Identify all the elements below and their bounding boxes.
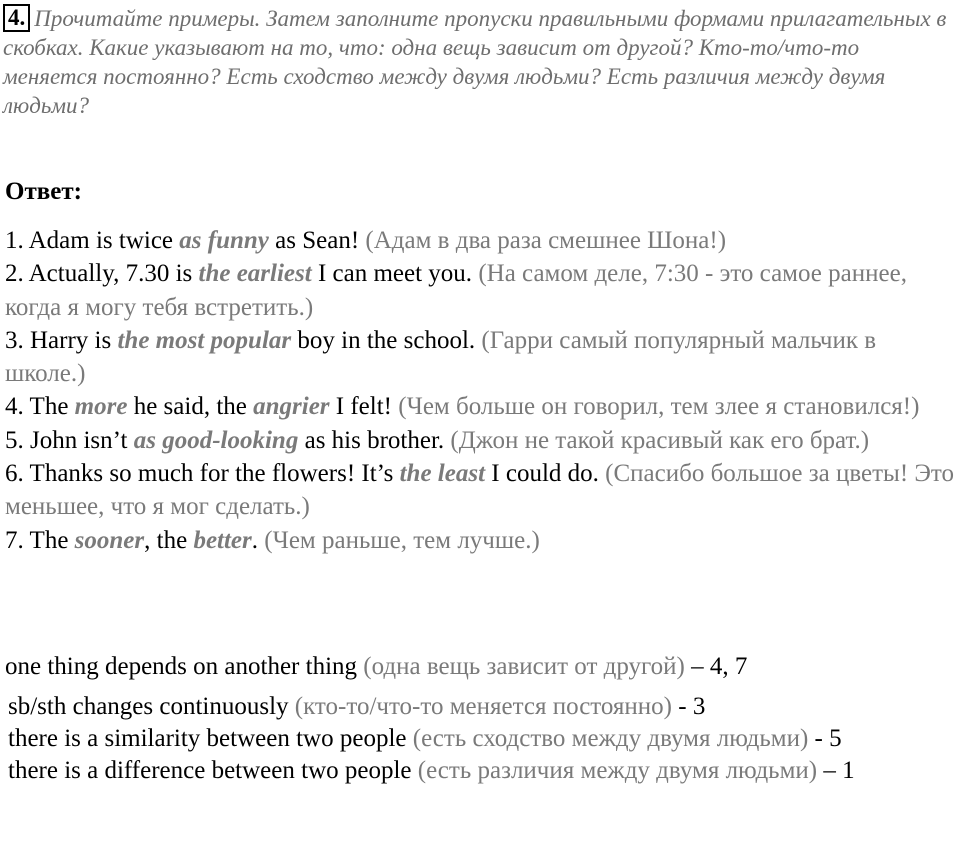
filled-answer: as good-looking xyxy=(133,426,299,454)
meaning-text: there is a difference between two people xyxy=(8,757,418,784)
answer-list xyxy=(5,224,957,557)
task-instruction-text: Прочитайте примеры. Затем заполните пропуски правильными формами прилагательных в скобках. Какие указывают на то, что: одна вещь зависит от другой? Кто-то/что-то меняется постоянно? Есть сходство между двумя людьми? Есть различия между двумя людьми? xyxy=(3,6,947,118)
filled-answer: the most popular xyxy=(117,326,292,354)
item-text: . xyxy=(251,526,265,554)
translation: (Джон не такой красивый как его брат.) xyxy=(450,426,870,454)
item-text: I can meet you. xyxy=(311,260,479,288)
meaning-row-2 xyxy=(5,691,957,723)
item-text: 3. Harry is xyxy=(5,326,118,354)
meaning-text: one thing depends on another thing xyxy=(5,653,364,680)
item-text: 4. The xyxy=(5,393,75,421)
answer-item-6 xyxy=(5,457,957,524)
item-text: as his brother. xyxy=(298,426,451,454)
item-text: boy in the school. xyxy=(291,326,482,354)
answer-heading: Ответ: xyxy=(5,178,82,205)
translation: (Спасибо большое за цветы! Это меньшее, что я мог сделать.) xyxy=(5,460,954,521)
translation: (Чем раньше, тем лучше.) xyxy=(264,526,540,554)
item-text: , the xyxy=(144,526,194,554)
filled-answer: the earliest xyxy=(198,260,312,288)
item-text: 2. Actually, 7.30 is xyxy=(5,260,199,288)
item-text: I could do. xyxy=(485,460,606,488)
meaning-text: sb/sth changes continuously xyxy=(8,693,295,720)
meaning-numbers: – 4, 7 xyxy=(684,653,748,680)
answer-item-7 xyxy=(5,524,957,557)
filled-answer: angrier xyxy=(253,393,330,421)
meaning-row-3 xyxy=(5,723,957,755)
translation: (есть различия между двумя людьми) xyxy=(417,757,818,784)
meaning-text: there is a similarity between two people xyxy=(8,725,413,752)
answer-item-3 xyxy=(5,324,957,391)
meaning-row-1 xyxy=(5,651,957,683)
item-text: he said, the xyxy=(127,393,254,421)
meaning-row-4 xyxy=(5,755,957,787)
item-text: 1. Adam is twice xyxy=(5,227,180,254)
answer-item-5 xyxy=(5,424,957,457)
item-text: 7. The xyxy=(5,526,75,554)
task-number-box: 4. xyxy=(3,4,30,32)
filled-answer: sooner xyxy=(74,526,145,554)
translation: (На самом деле, 7:30 - это самое раннее, когда я могу тебя встретить.) xyxy=(5,260,907,321)
meanings-list xyxy=(5,651,957,787)
translation: (Гарри самый популярный мальчик в школе.) xyxy=(5,326,877,388)
translation: (есть сходство между двумя людьми) xyxy=(412,725,809,752)
item-text: as Sean! xyxy=(268,227,366,254)
translation: (кто-то/что-то меняется постоянно) xyxy=(294,693,672,720)
item-text: 5. John isn’t xyxy=(5,426,134,454)
filled-answer: as funny xyxy=(179,227,269,254)
answer-item-2 xyxy=(5,257,957,324)
item-text: I felt! xyxy=(329,393,399,421)
filled-answer: better xyxy=(193,526,252,554)
meaning-numbers: – 1 xyxy=(817,757,855,784)
meaning-numbers: - 3 xyxy=(672,693,706,720)
meaning-numbers: - 5 xyxy=(808,725,842,752)
task-instruction xyxy=(3,4,953,120)
translation: (Адам в два раза смешнее Шона!) xyxy=(365,227,727,254)
filled-answer: more xyxy=(74,393,128,421)
filled-answer: the least xyxy=(399,460,486,488)
answer-item-1 xyxy=(5,224,957,257)
answer-item-4 xyxy=(5,390,957,423)
translation: (одна вещь зависит от другой) xyxy=(363,653,685,680)
translation: (Чем больше он говорил, тем злее я становился!) xyxy=(398,393,920,421)
item-text: 6. Thanks so much for the flowers! It’s xyxy=(5,460,400,488)
